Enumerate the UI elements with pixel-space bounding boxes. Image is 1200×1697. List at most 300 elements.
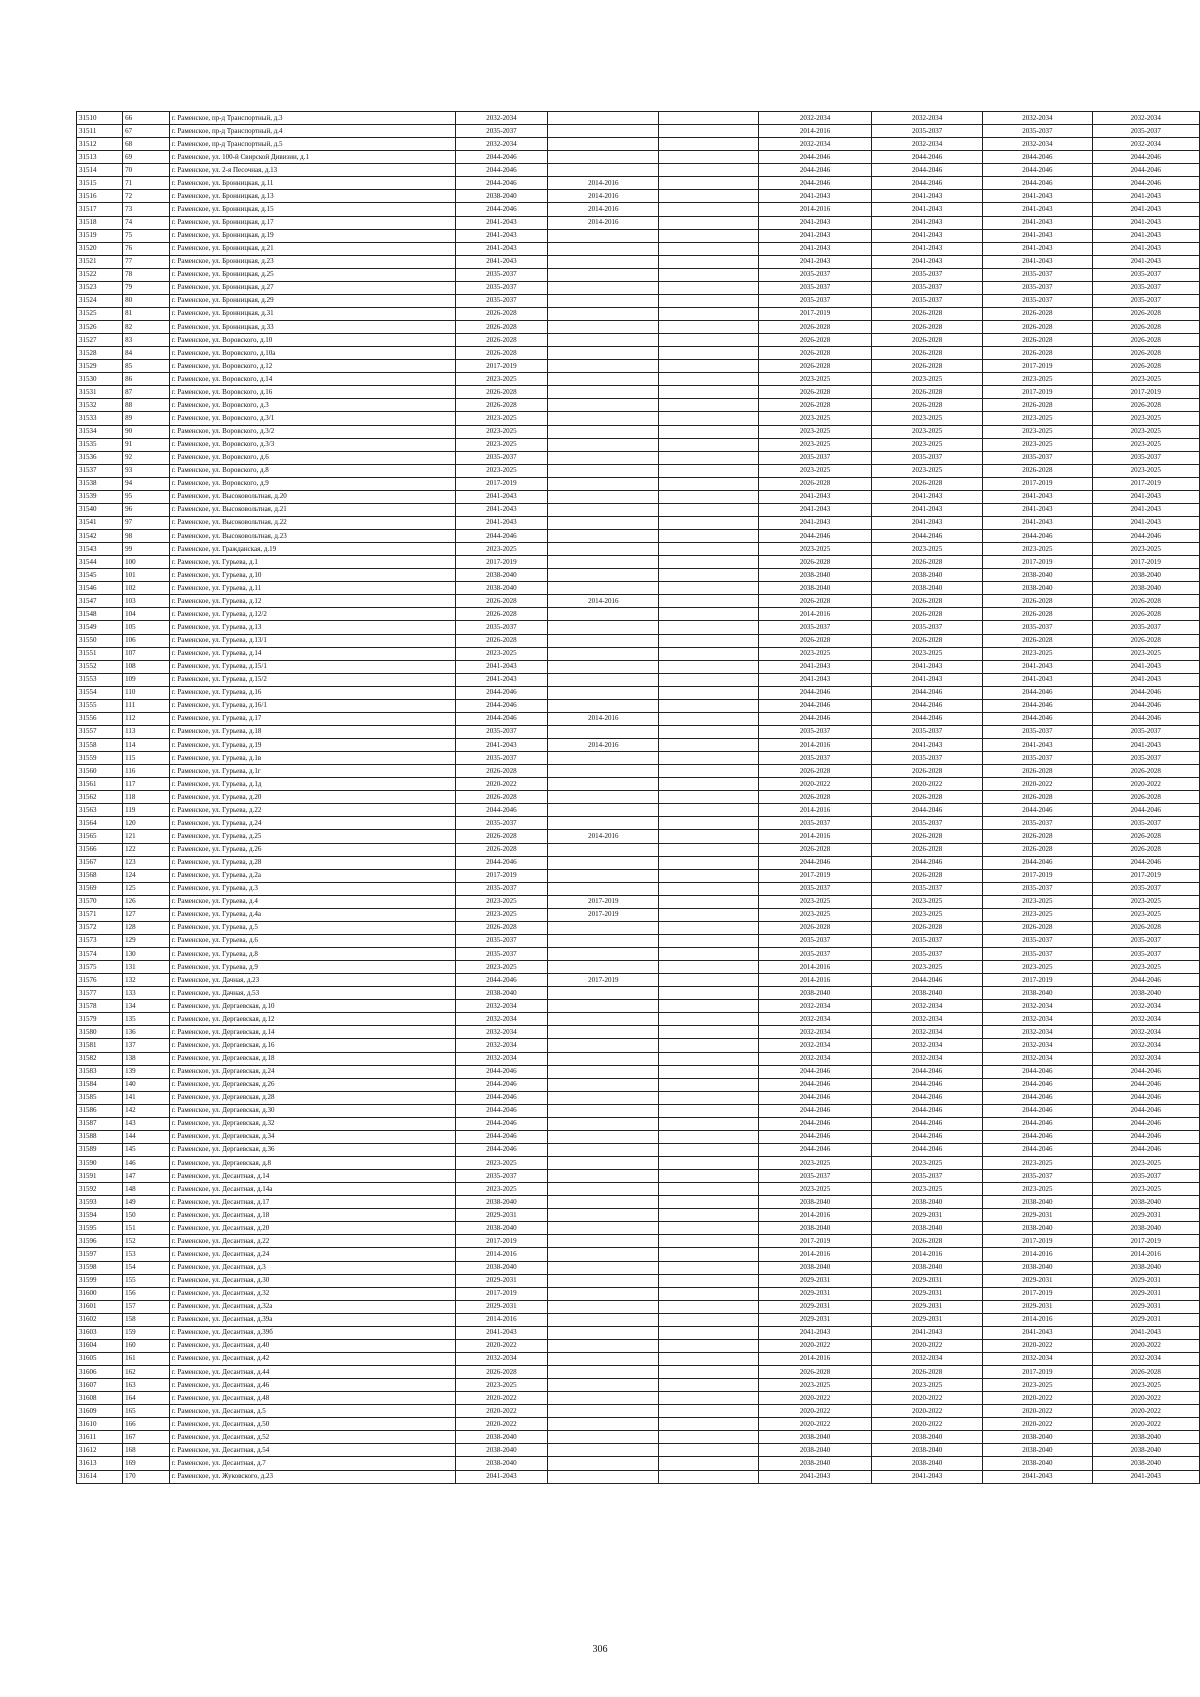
address-cell: г. Раменское, ул. Гурьева, д.8 [169,948,455,961]
row-number-cell: 133 [123,987,170,1000]
period-cell-1: 2044-2046 [455,686,548,699]
period-cell-6: 2032-2034 [983,1352,1092,1365]
address-cell: г. Раменское, ул. Воровского, д.3/1 [169,412,455,425]
table-row [77,1157,1200,1170]
period-cell-5: 2026-2028 [872,1366,983,1379]
period-cell-7: 2032-2034 [1092,1352,1200,1365]
period-cell-7: 2017-2019 [1092,1235,1200,1248]
period-cell-4: 2041-2043 [759,503,872,516]
period-cell-3 [659,647,759,660]
period-cell-1: 2032-2034 [455,1026,548,1039]
period-cell-3 [659,582,759,595]
period-cell-5: 2044-2046 [872,164,983,177]
period-cell-1: 2020-2022 [455,1339,548,1352]
address-cell: г. Раменское, ул. Гурьева, д.24 [169,817,455,830]
row-number-cell: 115 [123,752,170,765]
period-cell-1: 2026-2028 [455,608,548,621]
address-cell: г. Раменское, ул. Высоковольтная, д.22 [169,516,455,529]
period-cell-1: 2044-2046 [455,1091,548,1104]
period-cell-1: 2038-2040 [455,1457,548,1470]
period-cell-5: 2026-2028 [872,360,983,373]
row-number-cell: 135 [123,1013,170,1026]
period-cell-5: 2023-2025 [872,438,983,451]
period-cell-7: 2020-2022 [1092,1418,1200,1431]
reg-number-cell: 31594 [77,1209,123,1222]
reg-number-cell: 31592 [77,1183,123,1196]
period-cell-2 [548,1339,659,1352]
period-cell-1: 2023-2025 [455,908,548,921]
period-cell-1: 2041-2043 [455,660,548,673]
reg-number-cell: 31587 [77,1117,123,1130]
address-cell: г. Раменское, ул. Десантная, д.5 [169,1405,455,1418]
period-cell-3 [659,830,759,843]
period-cell-7: 2041-2043 [1092,229,1200,242]
row-number-cell: 153 [123,1248,170,1261]
period-cell-2 [548,294,659,307]
period-cell-5: 2035-2037 [872,934,983,947]
period-cell-4: 2044-2046 [759,686,872,699]
period-cell-2 [548,856,659,869]
reg-number-cell: 31546 [77,582,123,595]
address-cell: г. Раменское, ул. Десантная, д.22 [169,1235,455,1248]
period-cell-4: 2014-2016 [759,1352,872,1365]
period-cell-2 [548,1039,659,1052]
row-number-cell: 151 [123,1222,170,1235]
table-row [77,817,1200,830]
reg-number-cell: 31518 [77,216,123,229]
period-cell-3 [659,177,759,190]
period-cell-1: 2023-2025 [455,464,548,477]
period-cell-6: 2023-2025 [983,543,1092,556]
period-cell-1: 2026-2028 [455,830,548,843]
period-cell-4: 2023-2025 [759,647,872,660]
period-cell-3 [659,1418,759,1431]
period-cell-6: 2041-2043 [983,673,1092,686]
period-cell-4: 2029-2031 [759,1313,872,1326]
period-cell-6: 2038-2040 [983,1457,1092,1470]
address-cell: г. Раменское, ул. Бронницкая, д.31 [169,307,455,320]
period-cell-6: 2038-2040 [983,1444,1092,1457]
table-row [77,1313,1200,1326]
reg-number-cell: 31547 [77,595,123,608]
row-number-cell: 72 [123,190,170,203]
period-cell-2 [548,138,659,151]
reg-number-cell: 31560 [77,765,123,778]
period-cell-1: 2029-2031 [455,1300,548,1313]
address-cell: г. Раменское, ул. Десантная, д.46 [169,1379,455,1392]
period-cell-7: 2044-2046 [1092,164,1200,177]
period-cell-4: 2035-2037 [759,621,872,634]
row-number-cell: 113 [123,725,170,738]
period-cell-6: 2017-2019 [983,477,1092,490]
period-cell-3 [659,503,759,516]
period-cell-2 [548,360,659,373]
period-cell-1: 2038-2040 [455,1222,548,1235]
address-cell: г. Раменское, ул. Гурьева, д.17 [169,712,455,725]
period-cell-6: 2026-2028 [983,608,1092,621]
period-cell-5: 2038-2040 [872,1444,983,1457]
reg-number-cell: 31571 [77,908,123,921]
period-cell-6: 2014-2016 [983,1248,1092,1261]
period-cell-4: 2023-2025 [759,908,872,921]
row-number-cell: 120 [123,817,170,830]
period-cell-5: 2041-2043 [872,216,983,229]
period-cell-6: 2041-2043 [983,255,1092,268]
table-row [77,921,1200,934]
table-row [77,1444,1200,1457]
reg-number-cell: 31511 [77,125,123,138]
period-cell-1: 2026-2028 [455,321,548,334]
period-cell-7: 2035-2037 [1092,621,1200,634]
address-cell: г. Раменское, пр-д Транспортный, д.3 [169,112,455,125]
address-cell: г. Раменское, ул. Гурьева, д.18 [169,725,455,738]
period-cell-3 [659,112,759,125]
period-cell-7: 2026-2028 [1092,399,1200,412]
period-cell-2 [548,1183,659,1196]
period-cell-5: 2029-2031 [872,1274,983,1287]
reg-number-cell: 31606 [77,1366,123,1379]
address-cell: г. Раменское, ул. Гурьева, д.25 [169,830,455,843]
row-number-cell: 86 [123,373,170,386]
address-cell: г. Раменское, ул. Гражданская, д.19 [169,543,455,556]
address-cell: г. Раменское, ул. Десантная, д.40 [169,1339,455,1352]
period-cell-5: 2026-2028 [872,791,983,804]
period-cell-5: 2044-2046 [872,1078,983,1091]
address-cell: г. Раменское, ул. Дачная, д.23 [169,974,455,987]
reg-number-cell: 31559 [77,752,123,765]
period-cell-4: 2029-2031 [759,1274,872,1287]
period-cell-2 [548,1326,659,1339]
address-cell: г. Раменское, ул. Гурьева, д.5 [169,921,455,934]
period-cell-4: 2017-2019 [759,307,872,320]
period-cell-7: 2026-2028 [1092,921,1200,934]
period-cell-5: 2026-2028 [872,1235,983,1248]
reg-number-cell: 31550 [77,634,123,647]
period-cell-5: 2032-2034 [872,138,983,151]
period-cell-7: 2023-2025 [1092,373,1200,386]
period-cell-5: 2044-2046 [872,699,983,712]
reg-number-cell: 31541 [77,516,123,529]
reg-number-cell: 31582 [77,1052,123,1065]
period-cell-3 [659,255,759,268]
period-cell-1: 2020-2022 [455,778,548,791]
period-cell-6: 2041-2043 [983,203,1092,216]
period-cell-1: 2023-2025 [455,425,548,438]
row-number-cell: 96 [123,503,170,516]
reg-number-cell: 31572 [77,921,123,934]
period-cell-5: 2023-2025 [872,373,983,386]
period-cell-1: 2026-2028 [455,347,548,360]
period-cell-6: 2041-2043 [983,516,1092,529]
period-cell-5: 2041-2043 [872,255,983,268]
period-cell-5: 2041-2043 [872,673,983,686]
period-cell-1: 2041-2043 [455,229,548,242]
period-cell-7: 2023-2025 [1092,908,1200,921]
row-number-cell: 130 [123,948,170,961]
period-cell-2 [548,569,659,582]
period-cell-3 [659,1091,759,1104]
period-cell-3 [659,934,759,947]
period-cell-4: 2044-2046 [759,712,872,725]
table-row [77,1013,1200,1026]
period-cell-6: 2023-2025 [983,1157,1092,1170]
period-cell-6: 2032-2034 [983,1013,1092,1026]
reg-number-cell: 31513 [77,151,123,164]
row-number-cell: 131 [123,961,170,974]
table-row [77,151,1200,164]
period-cell-5: 2044-2046 [872,804,983,817]
period-cell-5: 2026-2028 [872,869,983,882]
period-cell-7: 2026-2028 [1092,595,1200,608]
period-cell-7: 2023-2025 [1092,647,1200,660]
period-cell-7: 2038-2040 [1092,569,1200,582]
period-cell-1: 2014-2016 [455,1313,548,1326]
reg-number-cell: 31516 [77,190,123,203]
reg-number-cell: 31538 [77,477,123,490]
period-cell-2 [548,608,659,621]
table-row [77,307,1200,320]
address-cell: г. Раменское, ул. Десантная, д.30 [169,1274,455,1287]
table-row [77,1339,1200,1352]
period-cell-7: 2029-2031 [1092,1274,1200,1287]
reg-number-cell: 31608 [77,1392,123,1405]
period-cell-3 [659,268,759,281]
table-row [77,177,1200,190]
period-cell-4: 2026-2028 [759,556,872,569]
table-row [77,464,1200,477]
period-cell-4: 2044-2046 [759,1078,872,1091]
period-cell-7: 2023-2025 [1092,1379,1200,1392]
period-cell-6: 2023-2025 [983,1379,1092,1392]
address-cell: г. Раменское, ул. Бронницкая, д.27 [169,281,455,294]
address-cell: г. Раменское, ул. Бронницкая, д.25 [169,268,455,281]
period-cell-6: 2041-2043 [983,1326,1092,1339]
period-cell-4: 2035-2037 [759,451,872,464]
period-cell-3 [659,451,759,464]
reg-number-cell: 31588 [77,1130,123,1143]
period-cell-4: 2035-2037 [759,281,872,294]
period-cell-2 [548,464,659,477]
period-cell-5: 2044-2046 [872,1143,983,1156]
period-cell-3 [659,869,759,882]
period-cell-2 [548,1392,659,1405]
table-row [77,203,1200,216]
period-cell-5: 2026-2028 [872,634,983,647]
period-cell-3 [659,386,759,399]
period-cell-4: 2044-2046 [759,164,872,177]
address-cell: г. Раменское, ул. Гурьева, д.15/2 [169,673,455,686]
period-cell-7: 2017-2019 [1092,556,1200,569]
row-number-cell: 138 [123,1052,170,1065]
period-cell-7: 2044-2046 [1092,151,1200,164]
row-number-cell: 139 [123,1065,170,1078]
period-cell-7: 2038-2040 [1092,1222,1200,1235]
period-cell-5: 2038-2040 [872,987,983,1000]
period-cell-4: 2032-2034 [759,1052,872,1065]
reg-number-cell: 31527 [77,334,123,347]
period-cell-7: 2035-2037 [1092,752,1200,765]
period-cell-3 [659,621,759,634]
period-cell-1: 2038-2040 [455,1431,548,1444]
period-cell-4: 2017-2019 [759,1235,872,1248]
period-cell-7: 2038-2040 [1092,987,1200,1000]
period-cell-2: 2014-2016 [548,595,659,608]
period-cell-2 [548,725,659,738]
period-cell-1: 2041-2043 [455,216,548,229]
address-cell: г. Раменское, ул. Гурьева, д.12 [169,595,455,608]
period-cell-1: 2032-2034 [455,1000,548,1013]
period-cell-2 [548,1470,659,1483]
period-cell-3 [659,334,759,347]
row-number-cell: 66 [123,112,170,125]
period-cell-7: 2026-2028 [1092,634,1200,647]
period-cell-1: 2032-2034 [455,112,548,125]
address-cell: г. Раменское, ул. Десантная, д.7 [169,1457,455,1470]
period-cell-5: 2035-2037 [872,451,983,464]
period-cell-4: 2014-2016 [759,1209,872,1222]
table-row [77,268,1200,281]
period-cell-7: 2023-2025 [1092,425,1200,438]
period-cell-5: 2026-2028 [872,608,983,621]
period-cell-2 [548,1313,659,1326]
period-cell-4: 2044-2046 [759,856,872,869]
period-cell-7: 2026-2028 [1092,321,1200,334]
address-cell: г. Раменское, ул. Дачная, д.53 [169,987,455,1000]
row-number-cell: 110 [123,686,170,699]
period-cell-2 [548,373,659,386]
period-cell-1: 2026-2028 [455,334,548,347]
reg-number-cell: 31577 [77,987,123,1000]
address-cell: г. Раменское, ул. Бронницкая, д.13 [169,190,455,203]
period-cell-4: 2035-2037 [759,752,872,765]
row-number-cell: 169 [123,1457,170,1470]
period-cell-6: 2026-2028 [983,921,1092,934]
reg-number-cell: 31576 [77,974,123,987]
address-cell: г. Раменское, ул. Гурьева, д.15/1 [169,660,455,673]
period-cell-3 [659,242,759,255]
period-cell-7: 2026-2028 [1092,307,1200,320]
period-cell-3 [659,1222,759,1235]
period-cell-4: 2044-2046 [759,1117,872,1130]
address-cell: г. Раменское, ул. Дергаевская, д.30 [169,1104,455,1117]
period-cell-6: 2017-2019 [983,974,1092,987]
table-row [77,660,1200,673]
table-row [77,843,1200,856]
period-cell-6: 2044-2046 [983,177,1092,190]
reg-number-cell: 31566 [77,843,123,856]
period-cell-2 [548,752,659,765]
period-cell-4: 2035-2037 [759,948,872,961]
period-cell-3 [659,530,759,543]
period-cell-7: 2041-2043 [1092,673,1200,686]
row-number-cell: 102 [123,582,170,595]
row-number-cell: 161 [123,1352,170,1365]
period-cell-7: 2035-2037 [1092,451,1200,464]
period-cell-1: 2035-2037 [455,294,548,307]
period-cell-4: 2026-2028 [759,386,872,399]
period-cell-3 [659,1392,759,1405]
row-number-cell: 100 [123,556,170,569]
table-row [77,1392,1200,1405]
period-cell-7: 2041-2043 [1092,242,1200,255]
period-cell-7: 2017-2019 [1092,477,1200,490]
address-cell: г. Раменское, ул. Десантная, д.32 [169,1287,455,1300]
period-cell-1: 2020-2022 [455,1392,548,1405]
reg-number-cell: 31521 [77,255,123,268]
period-cell-3 [659,1000,759,1013]
address-cell: г. Раменское, ул. Гурьева, д.28 [169,856,455,869]
period-cell-7: 2032-2034 [1092,1013,1200,1026]
table-row [77,725,1200,738]
period-cell-6: 2044-2046 [983,1078,1092,1091]
reg-number-cell: 31607 [77,1379,123,1392]
reg-number-cell: 31567 [77,856,123,869]
row-number-cell: 129 [123,934,170,947]
row-number-cell: 149 [123,1196,170,1209]
period-cell-3 [659,660,759,673]
period-cell-6: 2041-2043 [983,229,1092,242]
period-cell-1: 2023-2025 [455,1379,548,1392]
reg-number-cell: 31589 [77,1143,123,1156]
period-cell-1: 2038-2040 [455,1196,548,1209]
period-cell-5: 2044-2046 [872,1091,983,1104]
table-row [77,1130,1200,1143]
table-row [77,1183,1200,1196]
address-cell: г. Раменское, ул. Высоковольтная, д.21 [169,503,455,516]
period-cell-2: 2014-2016 [548,739,659,752]
period-cell-1: 2029-2031 [455,1209,548,1222]
period-cell-2 [548,1013,659,1026]
period-cell-2 [548,151,659,164]
period-cell-3 [659,216,759,229]
period-cell-4: 2038-2040 [759,1444,872,1457]
table-row [77,451,1200,464]
period-cell-5: 2044-2046 [872,1130,983,1143]
address-cell: г. Раменское, ул. Десантная, д.20 [169,1222,455,1235]
period-cell-3 [659,464,759,477]
period-cell-4: 2038-2040 [759,1457,872,1470]
period-cell-3 [659,412,759,425]
table-row [77,516,1200,529]
table-row [77,569,1200,582]
period-cell-2 [548,1078,659,1091]
period-cell-3 [659,203,759,216]
row-number-cell: 101 [123,569,170,582]
period-cell-4: 2020-2022 [759,778,872,791]
period-cell-3 [659,1065,759,1078]
address-cell: г. Раменское, ул. Гурьева, д.12/2 [169,608,455,621]
period-cell-7: 2044-2046 [1092,804,1200,817]
reg-number-cell: 31514 [77,164,123,177]
address-cell: г. Раменское, ул. Десантная, д.39б [169,1326,455,1339]
period-cell-5: 2044-2046 [872,712,983,725]
period-cell-5: 2044-2046 [872,686,983,699]
address-cell: г. Раменское, ул. Гурьева, д.11 [169,582,455,595]
table-body [77,112,1200,1484]
table-row [77,765,1200,778]
period-cell-6: 2041-2043 [983,503,1092,516]
address-cell: г. Раменское, ул. Гурьева, д.13/1 [169,634,455,647]
address-cell: г. Раменское, ул. Десантная, д.17 [169,1196,455,1209]
period-cell-4: 2032-2034 [759,1013,872,1026]
address-cell: г. Раменское, ул. Дергаевская, д.36 [169,1143,455,1156]
table-row [77,1039,1200,1052]
period-cell-4: 2035-2037 [759,817,872,830]
period-cell-2 [548,112,659,125]
period-cell-2: 2014-2016 [548,216,659,229]
period-cell-7: 2032-2034 [1092,1000,1200,1013]
period-cell-7: 2023-2025 [1092,438,1200,451]
